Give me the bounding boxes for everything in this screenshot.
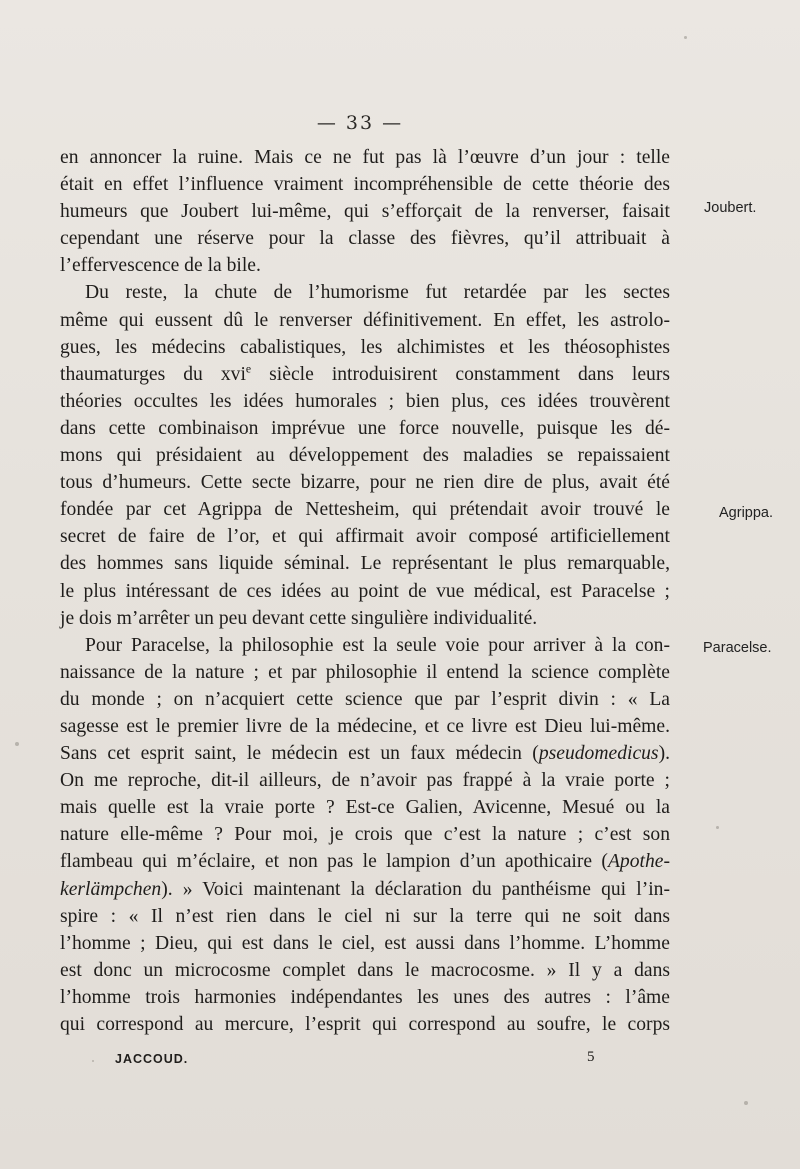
line-segment: siècle introduisirent constamment dans leurs	[251, 363, 670, 385]
text-line: sagesse est le premier livre de la médecine, et ce livre est Dieu lui-même.	[60, 715, 670, 737]
text-line: même qui eussent dû le renverser définitivement. En effet, les astrolo-	[60, 309, 670, 331]
margin-note-joubert: Joubert.	[704, 200, 757, 216]
text-line: je dois m’arrêter un peu devant cette singulière individualité.	[60, 607, 538, 629]
italic-term: pseudomedicus	[538, 743, 659, 765]
text-line: mais quelle est la vraie porte ? Est-ce Galien, Avicenne, Mesué ou la	[60, 797, 670, 819]
text-line: On me reproche, dit-il ailleurs, de n’avoir pas frappé à la vraie porte ;	[60, 770, 670, 792]
line-segment: thaumaturges du xvi	[60, 363, 246, 385]
line-segment: ).	[658, 743, 670, 765]
text-line: gues, les médecins cabalistiques, les alchimistes et les théosophistes	[60, 336, 670, 358]
text-line: naissance de la nature ; et par philosophie il entend la science complète	[60, 661, 670, 683]
superscript: e	[245, 362, 252, 376]
italic-term: Apothe-	[607, 851, 670, 873]
text-line: fondée par cet Agrippa de Nettesheim, qui prétendait avoir trouvé le	[60, 499, 670, 521]
text-line: des hommes sans liquide séminal. Le représentant le plus remarquable,	[60, 553, 670, 575]
text-line: du monde ; on n’acquiert cette science que par l’esprit divin : « La	[60, 688, 670, 710]
text-line: qui correspond au mercure, l’esprit qui correspond au soufre, le corps	[60, 1014, 670, 1035]
line-segment: Sans cet esprit saint, le médecin est un faux médecin (	[60, 743, 539, 765]
text-line	[60, 876, 670, 903]
text-line	[60, 361, 670, 388]
text-line: est donc un microcosme complet dans le macrocosme. » Il y a dans	[60, 959, 670, 981]
text-line: l’effervescence de la bile.	[60, 255, 261, 277]
paper-speck	[684, 36, 687, 39]
text-line: dans cette combinaison imprévue une force nouvelle, puisque les dé-	[60, 417, 670, 439]
paper-speck	[744, 1101, 748, 1105]
paragraph-start-line: Du reste, la chute de l’humorisme fut retardée par les sectes	[85, 282, 670, 304]
text-line: était en effet l’influence vraiment incompréhensible de cette théorie des	[60, 174, 670, 196]
text-line: le plus intéressant de ces idées au point de vue médical, est Paracelse ;	[60, 580, 670, 602]
text-line: tous d’humeurs. Cette secte bizarre, pour ne rien dire de plus, avait été	[60, 472, 670, 494]
margin-note-paracelse: Paracelse.	[703, 640, 772, 656]
text-line: nature elle-même ? Pour moi, je crois que c’est la nature ; c’est son	[60, 824, 670, 846]
text-line: humeurs que Joubert lui-même, qui s’efforçait de la renverser, faisait	[60, 201, 670, 223]
paper-speck	[716, 826, 719, 829]
line-segment: flambeau qui m’éclaire, et non pas le lampion d’un apothicaire (	[60, 851, 608, 873]
text-line: l’homme ; Dieu, qui est dans le ciel, est aussi dans l’homme. L’homme	[60, 932, 670, 954]
sheet-number: 5	[587, 1049, 595, 1065]
page-number: — 33 —	[316, 112, 404, 134]
paper-speck	[92, 1060, 94, 1062]
paper-speck	[15, 742, 19, 746]
text-line: l’homme trois harmonies indépendantes les unes des autres : l’âme	[60, 986, 670, 1008]
text-line: cependant une réserve pour la classe des fièvres, qu’il attribuait à	[60, 228, 670, 250]
text-line: théories occultes les idées humorales ; bien plus, ces idées trouvèrent	[60, 390, 670, 412]
italic-term: kerlämpchen	[60, 878, 162, 900]
text-line: secret de faire de l’or, et qui affirmait avoir composé artificiellement	[60, 526, 670, 548]
line-segment: ). » Voici maintenant la déclaration du panthéisme qui l’in-	[161, 878, 670, 900]
text-line: mons qui présidaient au développement des maladies se repaissaient	[60, 445, 670, 467]
text-line	[60, 740, 670, 767]
paragraph-start-line: Pour Paracelse, la philosophie est la seule voie pour arriver à la con-	[85, 634, 670, 656]
body-text	[60, 144, 670, 1038]
margin-note-agrippa: Agrippa.	[719, 505, 774, 521]
text-line: spire : « Il n’est rien dans le ciel ni sur la terre qui ne soit dans	[60, 905, 670, 927]
text-line: en annoncer la ruine. Mais ce ne fut pas là l’œuvre d’un jour : telle	[60, 147, 670, 168]
printer-signature: JACCOUD.	[115, 1052, 189, 1066]
text-line	[60, 848, 670, 875]
